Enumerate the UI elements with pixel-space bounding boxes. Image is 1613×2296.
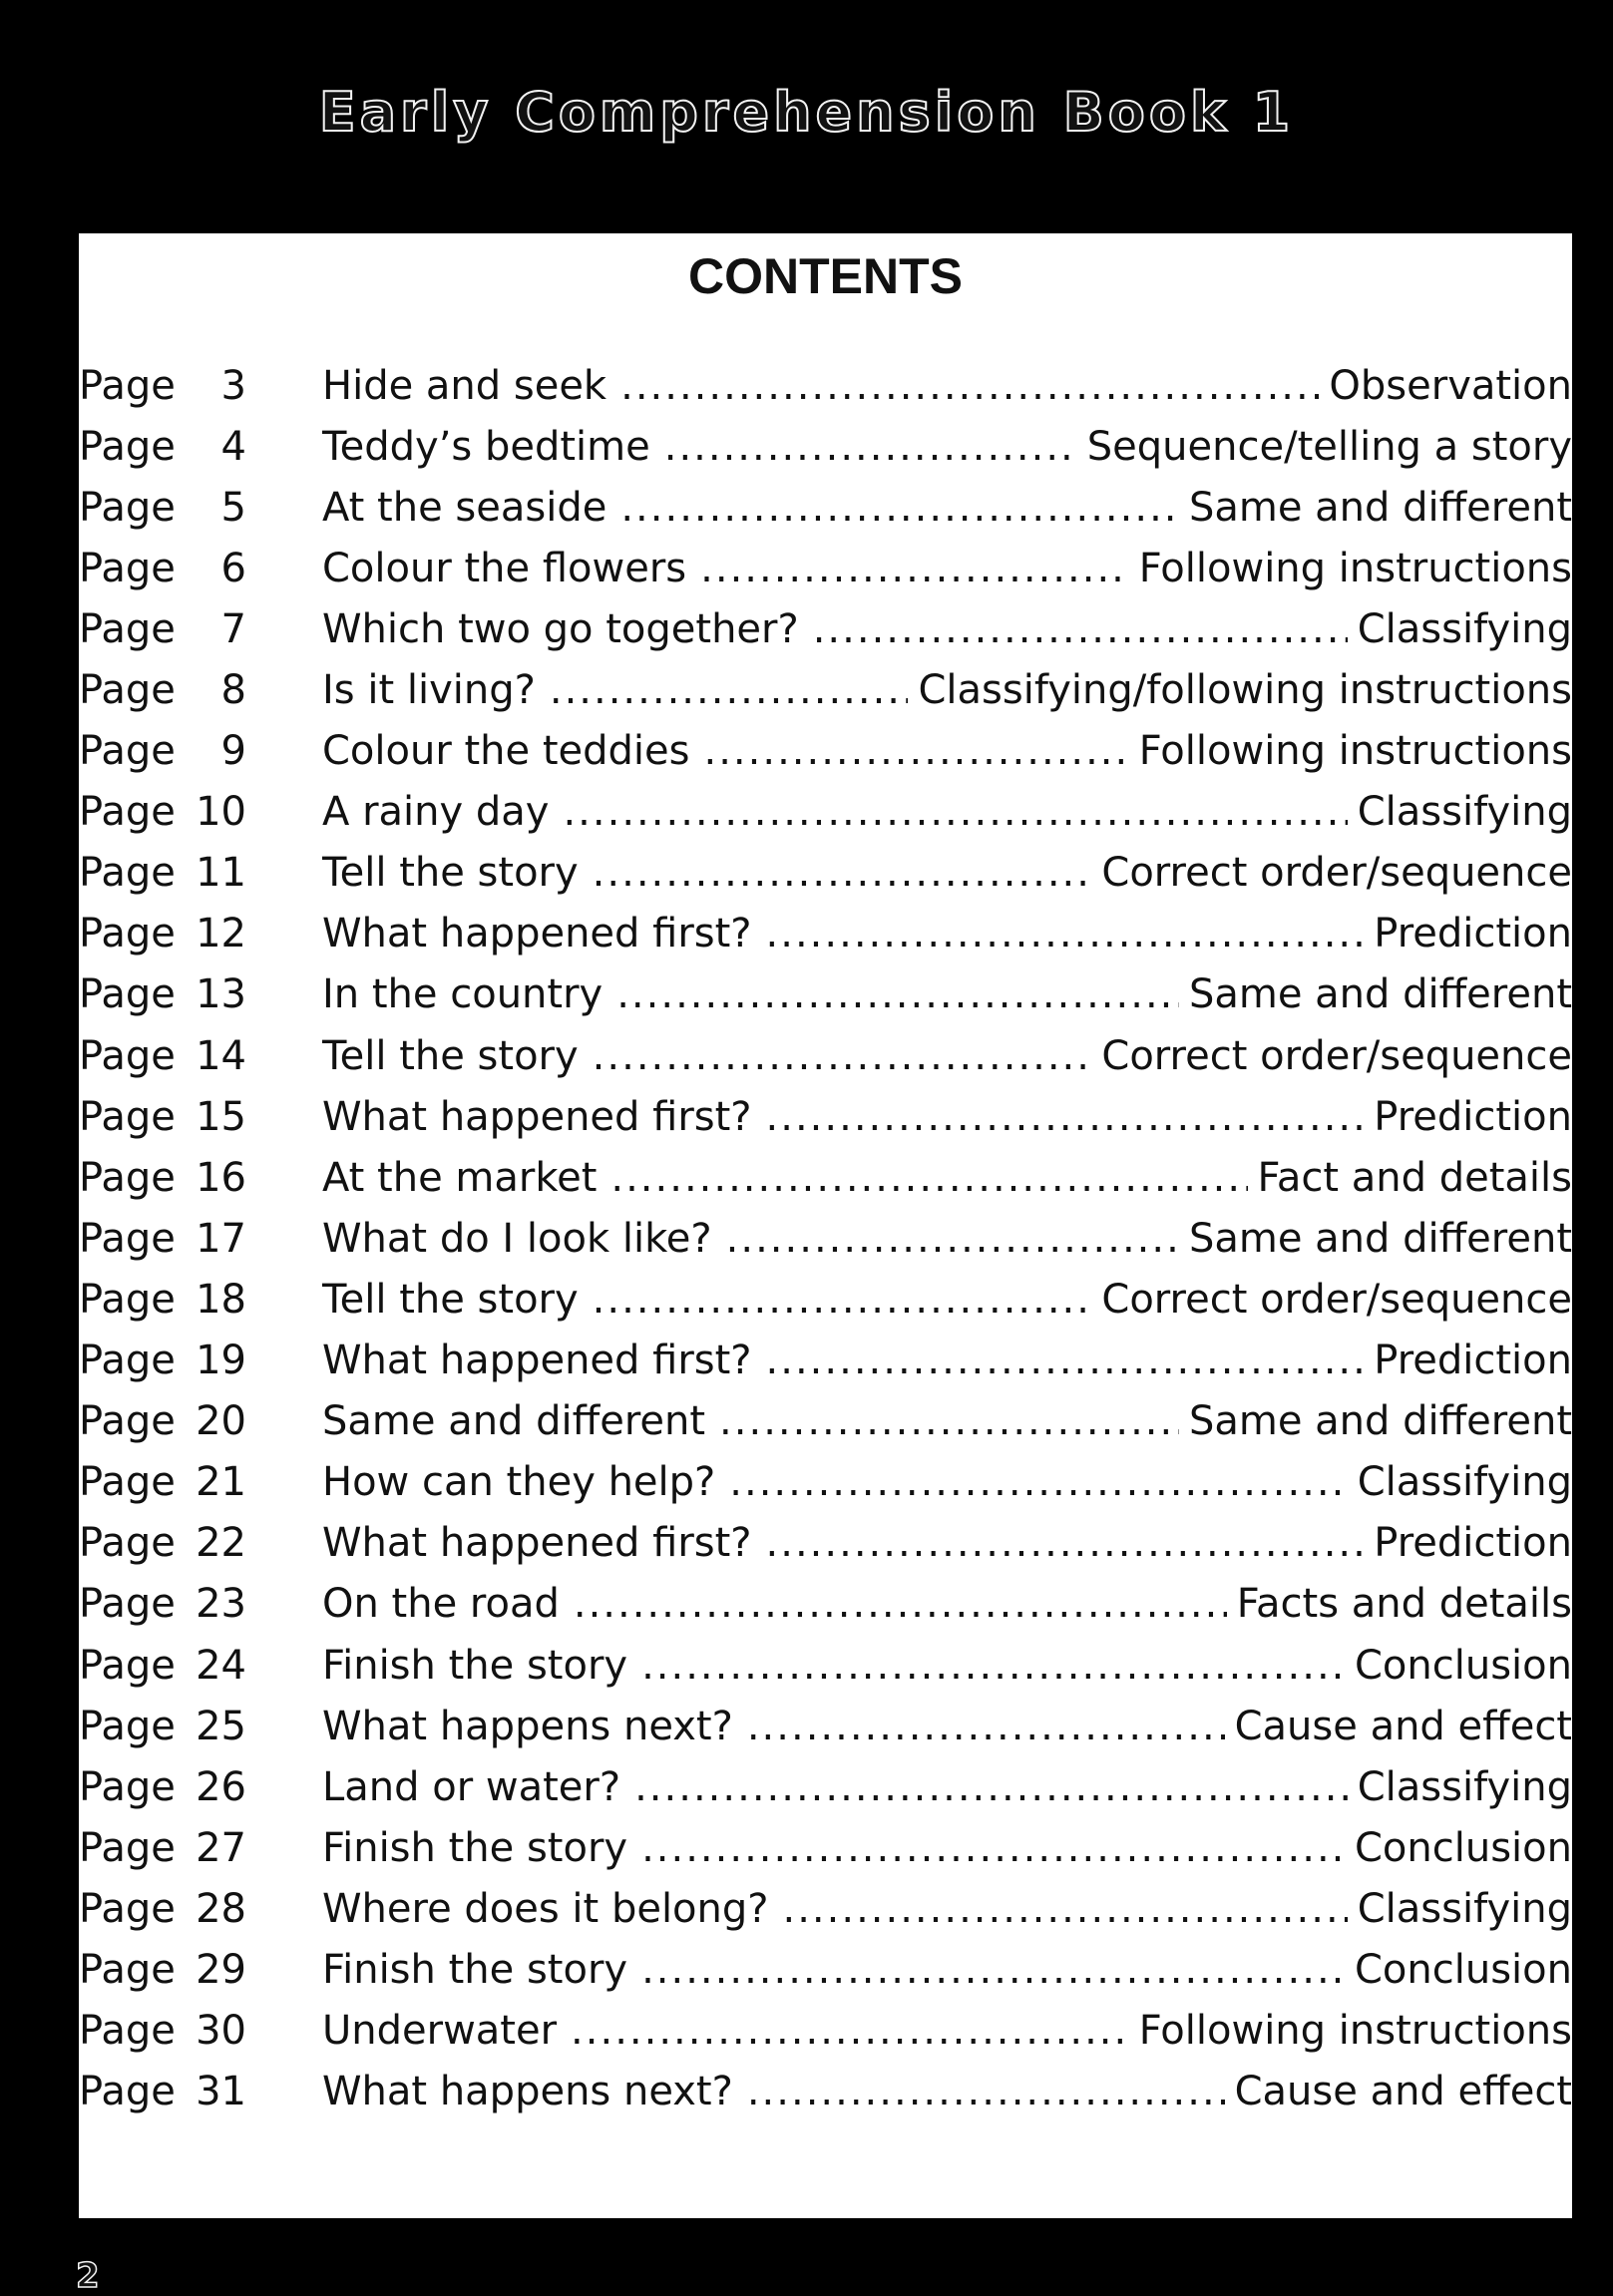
activity-title: What happened first? <box>322 911 752 957</box>
page-ref-number: 4 <box>220 423 246 470</box>
contents-row <box>79 2001 1572 2062</box>
skill-label: Sequence/telling a story <box>1086 423 1572 470</box>
page-label: Page <box>79 1581 176 1628</box>
activity-title: Tell the story <box>322 850 579 897</box>
dot-leader <box>704 728 1129 774</box>
dot-leader <box>641 1643 1345 1689</box>
skill-label: Classifying <box>1357 1763 1572 1810</box>
skill-label: Following instructions <box>1138 728 1572 775</box>
page-ref-number: 15 <box>196 1093 246 1140</box>
activity-title: Colour the teddies <box>322 728 690 775</box>
dot-leader <box>593 850 1092 896</box>
contents-entry <box>322 964 1572 1025</box>
skill-label: Conclusion <box>1355 1946 1572 1993</box>
contents-entry <box>322 1635 1572 1696</box>
contents-row <box>79 843 1572 904</box>
dot-leader <box>726 1216 1179 1262</box>
dot-leader <box>620 485 1179 531</box>
skill-label: Observation <box>1329 362 1572 409</box>
dot-leader <box>641 1947 1345 1993</box>
activity-title: Finish the story <box>322 1946 628 1993</box>
skill-label: Classifying <box>1357 605 1572 652</box>
skill-label: Same and different <box>1188 1398 1572 1445</box>
contents-row <box>79 477 1572 538</box>
contents-row <box>79 659 1572 720</box>
contents-row <box>79 1147 1572 1208</box>
contents-entry <box>322 538 1572 598</box>
page-ref-number: 10 <box>196 789 246 836</box>
contents-entry <box>322 904 1572 964</box>
contents-row <box>79 416 1572 477</box>
dot-leader <box>563 789 1347 835</box>
contents-row <box>79 1391 1572 1452</box>
activity-title: On the road <box>322 1581 560 1628</box>
contents-row <box>79 1513 1572 1574</box>
contents-panel <box>79 233 1572 2218</box>
page-ref-number: 12 <box>196 911 246 957</box>
dot-leader <box>783 1886 1348 1932</box>
skill-label: Prediction <box>1374 1338 1572 1384</box>
page-ref-number: 30 <box>196 2008 246 2055</box>
dot-leader <box>571 2008 1129 2054</box>
contents-entry <box>322 1574 1572 1635</box>
skill-label: Classifying <box>1357 1459 1572 1506</box>
page-ref-number: 19 <box>196 1338 246 1384</box>
contents-row <box>79 1269 1572 1330</box>
contents-entry <box>322 1208 1572 1269</box>
contents-row <box>79 598 1572 659</box>
page-label: Page <box>79 1276 176 1323</box>
contents-row <box>79 1756 1572 1817</box>
skill-label: Correct order/sequence <box>1101 1032 1572 1079</box>
activity-title: Same and different <box>322 1398 706 1445</box>
contents-entry <box>322 659 1572 720</box>
page-label: Page <box>79 1824 176 1871</box>
contents-row <box>79 538 1572 598</box>
contents-entry <box>322 721 1572 782</box>
contents-entry <box>322 1817 1572 1878</box>
dot-leader <box>574 1581 1227 1627</box>
activity-title: In the country <box>322 971 604 1018</box>
activity-title: How can they help? <box>322 1459 716 1506</box>
activity-title: What do I look like? <box>322 1215 712 1262</box>
contents-row <box>79 1086 1572 1147</box>
page-label: Page <box>79 545 176 591</box>
activity-title: At the market <box>322 1154 598 1201</box>
dot-leader <box>766 1338 1365 1383</box>
page-label: Page <box>79 1154 176 1201</box>
contents-entry <box>322 1086 1572 1147</box>
contents-entry <box>322 598 1572 659</box>
page-ref-number: 14 <box>196 1032 246 1079</box>
dot-leader <box>729 1459 1347 1505</box>
skill-label: Prediction <box>1374 1520 1572 1567</box>
contents-entry <box>322 1696 1572 1756</box>
dot-leader <box>700 546 1129 591</box>
page-label: Page <box>79 789 176 836</box>
page-label: Page <box>79 2069 176 2115</box>
activity-title: What happens next? <box>322 1703 733 1749</box>
dot-leader <box>634 1764 1348 1810</box>
skill-label: Classifying <box>1357 1885 1572 1932</box>
dot-leader <box>593 1277 1092 1323</box>
contents-heading: CONTENTS <box>688 248 963 304</box>
activity-title: What happened first? <box>322 1338 752 1384</box>
dot-leader <box>813 606 1348 652</box>
page-label: Page <box>79 1885 176 1932</box>
contents-row <box>79 1817 1572 1878</box>
page-number: 2 <box>76 2256 100 2296</box>
page-ref-number: 8 <box>220 667 246 714</box>
contents-entry <box>322 1452 1572 1513</box>
activity-title: Land or water? <box>322 1763 621 1810</box>
contents-row <box>79 904 1572 964</box>
activity-title: Tell the story <box>322 1276 579 1323</box>
page-label: Page <box>79 1642 176 1689</box>
contents-row <box>79 1208 1572 1269</box>
skill-label: Following instructions <box>1138 2008 1572 2055</box>
page-ref-number: 21 <box>196 1459 246 1506</box>
page-ref-number: 16 <box>196 1154 246 1201</box>
page-ref-number: 29 <box>196 1946 246 1993</box>
skill-label: Prediction <box>1374 911 1572 957</box>
page-ref-number: 24 <box>196 1642 246 1689</box>
contents-row <box>79 782 1572 843</box>
page-label: Page <box>79 605 176 652</box>
contents-entry <box>322 843 1572 904</box>
page-label: Page <box>79 423 176 470</box>
activity-title: Underwater <box>322 2008 558 2055</box>
dot-leader <box>610 1155 1247 1201</box>
page-ref-number: 26 <box>196 1763 246 1810</box>
contents-entry <box>322 1025 1572 1086</box>
page-ref-number: 9 <box>220 728 246 775</box>
page-ref-number: 31 <box>196 2069 246 2115</box>
page-ref-number: 5 <box>220 484 246 531</box>
contents-entry <box>322 1878 1572 1939</box>
contents-row <box>79 1452 1572 1513</box>
contents-entry <box>322 1939 1572 2000</box>
dot-leader <box>719 1398 1179 1444</box>
page-ref-number: 11 <box>196 850 246 897</box>
page-label: Page <box>79 2008 176 2055</box>
contents-entry <box>322 2001 1572 2062</box>
page-label: Page <box>79 1338 176 1384</box>
skill-label: Cause and effect <box>1234 2069 1572 2115</box>
contents-row <box>79 2062 1572 2122</box>
dot-leader <box>620 363 1319 409</box>
page-ref-number: 18 <box>196 1276 246 1323</box>
contents-entry <box>322 355 1572 416</box>
skill-label: Correct order/sequence <box>1101 850 1572 897</box>
skill-label: Facts and details <box>1236 1581 1572 1628</box>
contents-entry <box>322 1147 1572 1208</box>
activity-title: A rainy day <box>322 789 550 836</box>
contents-entry <box>322 1331 1572 1391</box>
contents-row <box>79 964 1572 1025</box>
dot-leader <box>747 2069 1225 2114</box>
skill-label: Same and different <box>1188 484 1572 531</box>
skill-label: Conclusion <box>1355 1642 1572 1689</box>
dot-leader <box>766 911 1365 957</box>
contents-row <box>79 1939 1572 2000</box>
contents-entry <box>322 782 1572 843</box>
activity-title: At the seaside <box>322 484 607 531</box>
contents-row <box>79 1635 1572 1696</box>
contents-entry <box>322 1391 1572 1452</box>
contents-row <box>79 721 1572 782</box>
activity-title: What happened first? <box>322 1520 752 1567</box>
page-label: Page <box>79 1093 176 1140</box>
page-label: Page <box>79 362 176 409</box>
page-label: Page <box>79 1215 176 1262</box>
skill-label: Conclusion <box>1355 1824 1572 1871</box>
page-label: Page <box>79 1946 176 1993</box>
page-label: Page <box>79 1459 176 1506</box>
activity-title: Where does it belong? <box>322 1885 769 1932</box>
dot-leader <box>641 1825 1345 1871</box>
activity-title: Which two go together? <box>322 605 799 652</box>
contents-row <box>79 1878 1572 1939</box>
page-ref-number: 27 <box>196 1824 246 1871</box>
page-ref-number: 23 <box>196 1581 246 1628</box>
skill-label: Classifying/following instructions <box>918 667 1572 714</box>
contents-row <box>79 355 1572 416</box>
contents-entry <box>322 1513 1572 1574</box>
dot-leader <box>550 667 909 713</box>
dot-leader <box>664 424 1077 470</box>
page-label: Page <box>79 850 176 897</box>
page-label: Page <box>79 911 176 957</box>
activity-title: Hide and seek <box>322 362 607 409</box>
contents-entry <box>322 1756 1572 1817</box>
page-label: Page <box>79 1763 176 1810</box>
page-label: Page <box>79 971 176 1018</box>
skill-label: Prediction <box>1374 1093 1572 1140</box>
skill-label: Classifying <box>1357 789 1572 836</box>
page-ref-number: 28 <box>196 1885 246 1932</box>
page-ref-number: 17 <box>196 1215 246 1262</box>
page-label: Page <box>79 1398 176 1445</box>
page-label: Page <box>79 1520 176 1567</box>
page-ref-number: 20 <box>196 1398 246 1445</box>
skill-label: Cause and effect <box>1234 1703 1572 1749</box>
activity-title: Finish the story <box>322 1642 628 1689</box>
activity-title: Colour the flowers <box>322 545 687 591</box>
contents-row <box>79 1696 1572 1756</box>
activity-title: Finish the story <box>322 1824 628 1871</box>
contents-entry <box>322 2062 1572 2122</box>
page-label: Page <box>79 728 176 775</box>
page-ref-number: 25 <box>196 1703 246 1749</box>
contents-entry <box>322 477 1572 538</box>
page-label: Page <box>79 1703 176 1749</box>
activity-title: Tell the story <box>322 1032 579 1079</box>
activity-title: Is it living? <box>322 667 536 714</box>
skill-label: Same and different <box>1188 971 1572 1018</box>
page-ref-number: 7 <box>220 605 246 652</box>
skill-label: Following instructions <box>1138 545 1572 591</box>
contents-list <box>79 355 1572 2122</box>
page-ref-number: 6 <box>220 545 246 591</box>
activity-title: Teddy’s bedtime <box>322 423 650 470</box>
contents-entry <box>322 416 1572 477</box>
dot-leader <box>766 1520 1365 1566</box>
activity-title: What happens next? <box>322 2069 733 2115</box>
contents-entry <box>322 1269 1572 1330</box>
skill-label: Correct order/sequence <box>1101 1276 1572 1323</box>
contents-row <box>79 1331 1572 1391</box>
page-ref-number: 22 <box>196 1520 246 1567</box>
page-ref-number: 3 <box>220 362 246 409</box>
dot-leader <box>616 971 1179 1017</box>
page-label: Page <box>79 667 176 714</box>
page-label: Page <box>79 1032 176 1079</box>
skill-label: Same and different <box>1188 1215 1572 1262</box>
page-ref-number: 13 <box>196 971 246 1018</box>
skill-label: Fact and details <box>1257 1154 1572 1201</box>
dot-leader <box>593 1033 1092 1079</box>
contents-row <box>79 1574 1572 1635</box>
book-title: Early Comprehension Book 1 <box>318 81 1295 144</box>
dot-leader <box>747 1704 1225 1749</box>
dot-leader <box>766 1094 1365 1140</box>
contents-row <box>79 1025 1572 1086</box>
activity-title: What happened first? <box>322 1093 752 1140</box>
page-label: Page <box>79 484 176 531</box>
